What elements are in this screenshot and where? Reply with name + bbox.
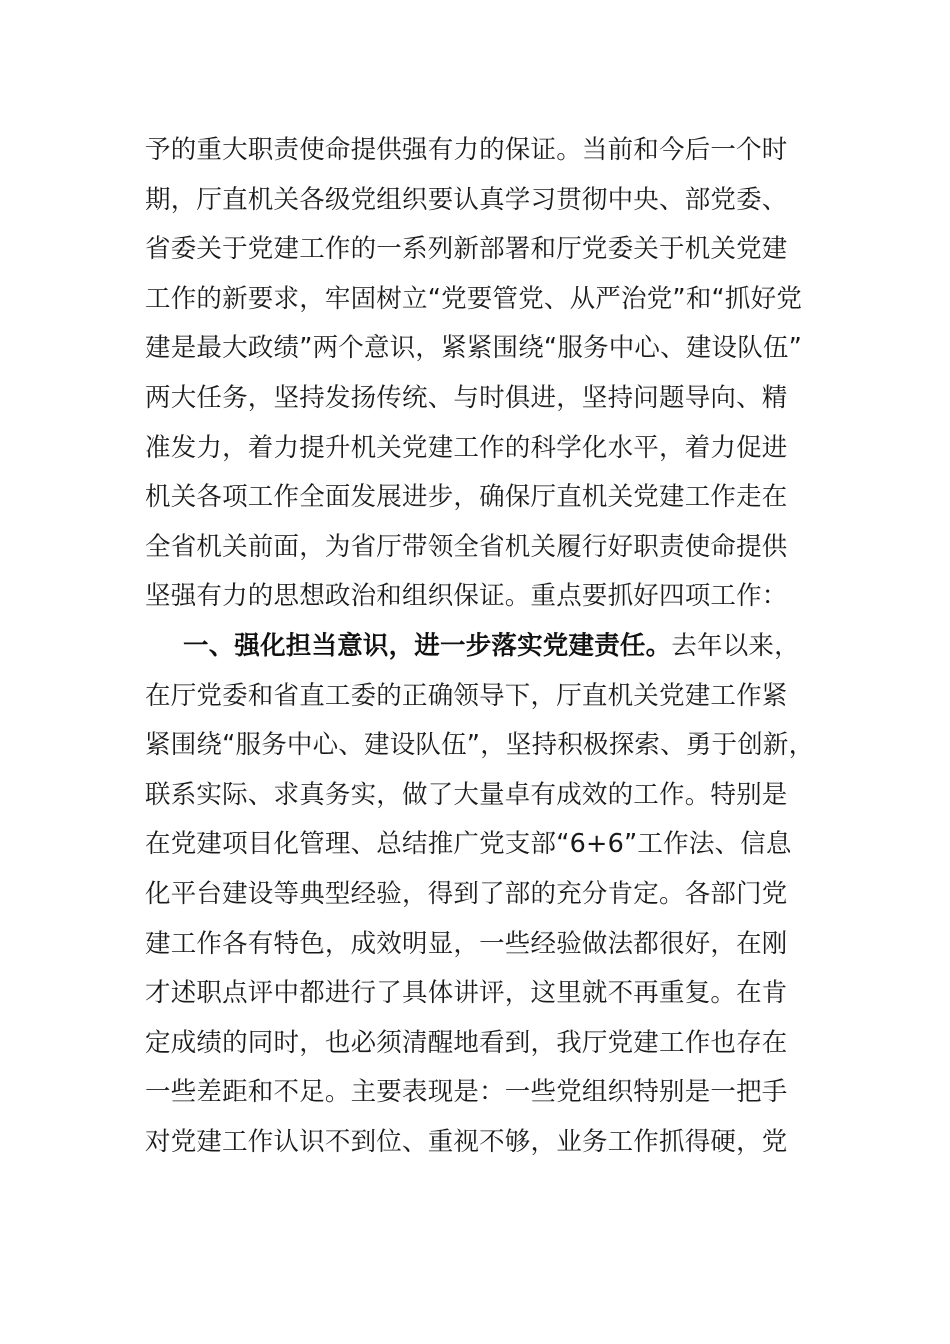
section-heading: 一、强化担当意识，进一步落实党建责任。 (183, 630, 672, 661)
text-line: 紧围绕“服务中心、建设队伍”，坚持积极探索、勇于创新， (145, 730, 815, 761)
text-line: 定成绩的同时，也必须清醒地看到，我厅党建工作也存在 (145, 1027, 788, 1058)
text-line: 建工作各有特色，成效明显，一些经验做法都很好，在刚 (145, 928, 788, 959)
text-line: 工作的新要求，牢固树立“党要管党、从严治党”和“抓好党 (145, 283, 803, 314)
text-line: 坚强有力的思想政治和组织保证。重点要抓好四项工作： (145, 581, 788, 612)
text-line: 准发力，着力提升机关党建工作的科学化水平，着力促进 (145, 432, 788, 463)
text-line: 予的重大职责使命提供强有力的保证。当前和今后一个时 (145, 135, 788, 165)
text-line: 一些差距和不足。主要表现是：一些党组织特别是一把手 (145, 1077, 788, 1108)
text-line: 两大任务，坚持发扬传统、与时俱进，坚持问题导向、精 (145, 382, 788, 413)
text-line: 才述职点评中都进行了具体讲评，这里就不再重复。在肯 (145, 978, 788, 1009)
paragraph-1 (145, 126, 815, 622)
text-line: 机关各项工作全面发展进步，确保厅直机关党建工作走在 (145, 482, 788, 513)
text-line: 在厅党委和省直工委的正确领导下，厅直机关党建工作紧 (145, 680, 788, 711)
text-line: 全省机关前面，为省厅带领全省机关履行好职责使命提供 (145, 531, 788, 562)
text-line: 化平台建设等典型经验，得到了部的充分肯定。各部门党 (145, 878, 788, 909)
text-line: 省委关于党建工作的一系列新部署和厅党委关于机关党建 (145, 234, 788, 265)
text-line: 在党建项目化管理、总结推广党支部“6+6”工作法、信息 (145, 829, 792, 860)
paragraph-2 (145, 622, 815, 1168)
text-segment: 去年以来， (671, 630, 800, 661)
paragraph-2-first-line (145, 622, 815, 672)
text-line: 期，厅直机关各级党组织要认真学习贯彻中央、部党委、 (145, 184, 788, 215)
text-line: 联系实际、求真务实，做了大量卓有成效的工作。特别是 (145, 779, 788, 810)
text-line: 建是最大政绩”两个意识，紧紧围绕“服务中心、建设队伍” (145, 333, 803, 364)
text-line: 对党建工作认识不到位、重视不够，业务工作抓得硬，党 (145, 1126, 788, 1157)
body-text (145, 126, 815, 1167)
